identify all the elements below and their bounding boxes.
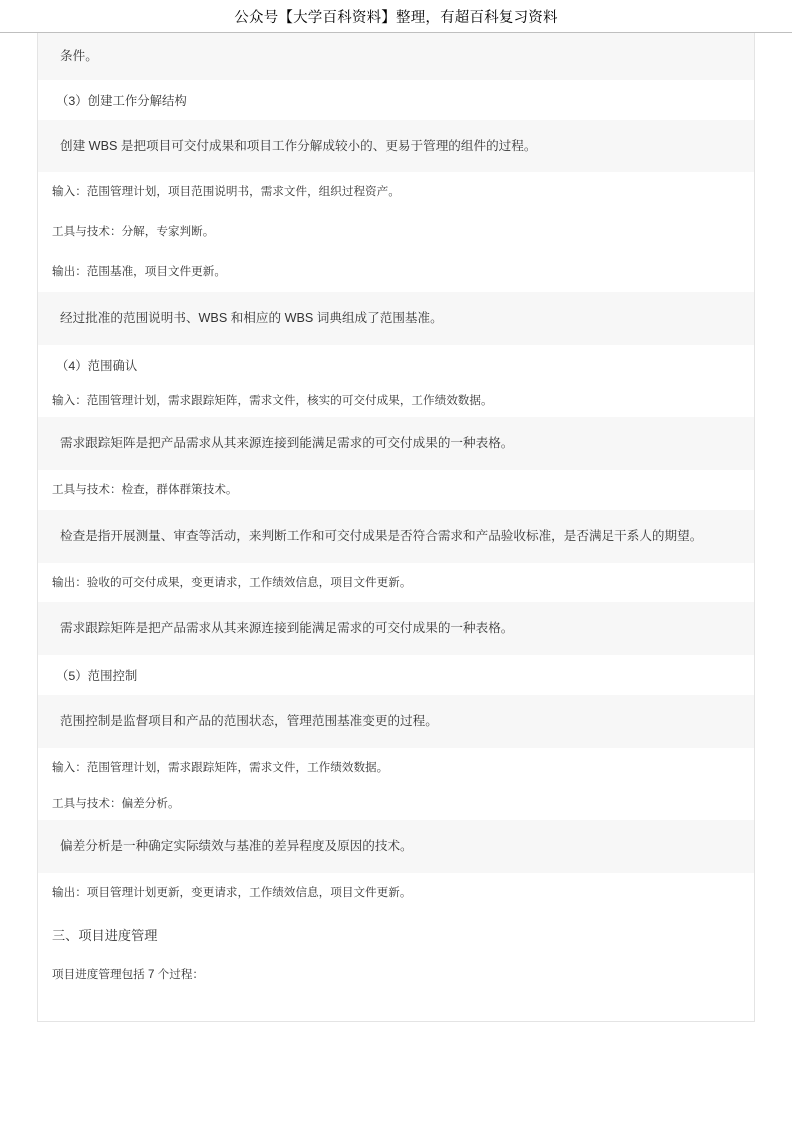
- body-paragraph: 工具与技术：分解，专家判断。: [52, 225, 215, 239]
- callout-block: 范围控制是监督项目和产品的范围状态，管理范围基准变更的过程。: [38, 695, 754, 748]
- callout-block: 检查是指开展测量、审查等活动，来判断工作和可交付成果是否符合需求和产品验收标准，是否满足干系人的期望。: [38, 510, 754, 563]
- callout-block: 偏差分析是一种确定实际绩效与基准的差异程度及原因的技术。: [38, 820, 754, 873]
- block-list: [38, 33, 754, 995]
- callout-block: 需求跟踪矩阵是把产品需求从其来源连接到能满足需求的可交付成果的一种表格。: [38, 602, 754, 655]
- body-paragraph: 输入：范围管理计划，需求跟踪矩阵，需求文件，工作绩效数据。: [52, 760, 389, 774]
- callout-block: 创建 WBS 是把项目可交付成果和项目工作分解成较小的、更易于管理的组件的过程。: [38, 120, 754, 173]
- body-paragraph: 工具与技术：偏差分析。: [52, 796, 180, 810]
- section-heading: （3）创建工作分解结构: [56, 93, 187, 108]
- document-body: [37, 33, 755, 1022]
- body-paragraph: 输出：验收的可交付成果，变更请求，工作绩效信息，项目文件更新。: [52, 575, 412, 589]
- watermark-text: 公众号【大学百科资料】整理，有超百科复习资料: [234, 10, 558, 26]
- body-paragraph: 工具与技术：检查，群体群策技术。: [52, 482, 238, 496]
- section-heading: 三、项目进度管理: [52, 927, 158, 943]
- body-paragraph: 输出：项目管理计划更新，变更请求，工作绩效信息，项目文件更新。: [52, 885, 412, 899]
- callout-block: 需求跟踪矩阵是把产品需求从其来源连接到能满足需求的可交付成果的一种表格。: [38, 417, 754, 470]
- callout-block: 经过批准的范围说明书、WBS 和相应的 WBS 词典组成了范围基准。: [38, 292, 754, 345]
- body-paragraph: 输入：范围管理计划，项目范围说明书，需求文件，组织过程资产。: [52, 185, 400, 199]
- callout-block: 条件。: [38, 33, 754, 80]
- body-paragraph: 项目进度管理包括 7 个过程：: [52, 968, 205, 982]
- body-paragraph: 输入：范围管理计划，需求跟踪矩阵，需求文件，核实的可交付成果，工作绩效数据。: [52, 393, 493, 407]
- section-heading: （4）范围确认: [56, 359, 138, 374]
- body-paragraph: 输出：范围基准，项目文件更新。: [52, 265, 226, 279]
- page-header-watermark: [0, 0, 792, 32]
- bottom-padding: [38, 995, 754, 1021]
- section-heading: （5）范围控制: [56, 669, 138, 684]
